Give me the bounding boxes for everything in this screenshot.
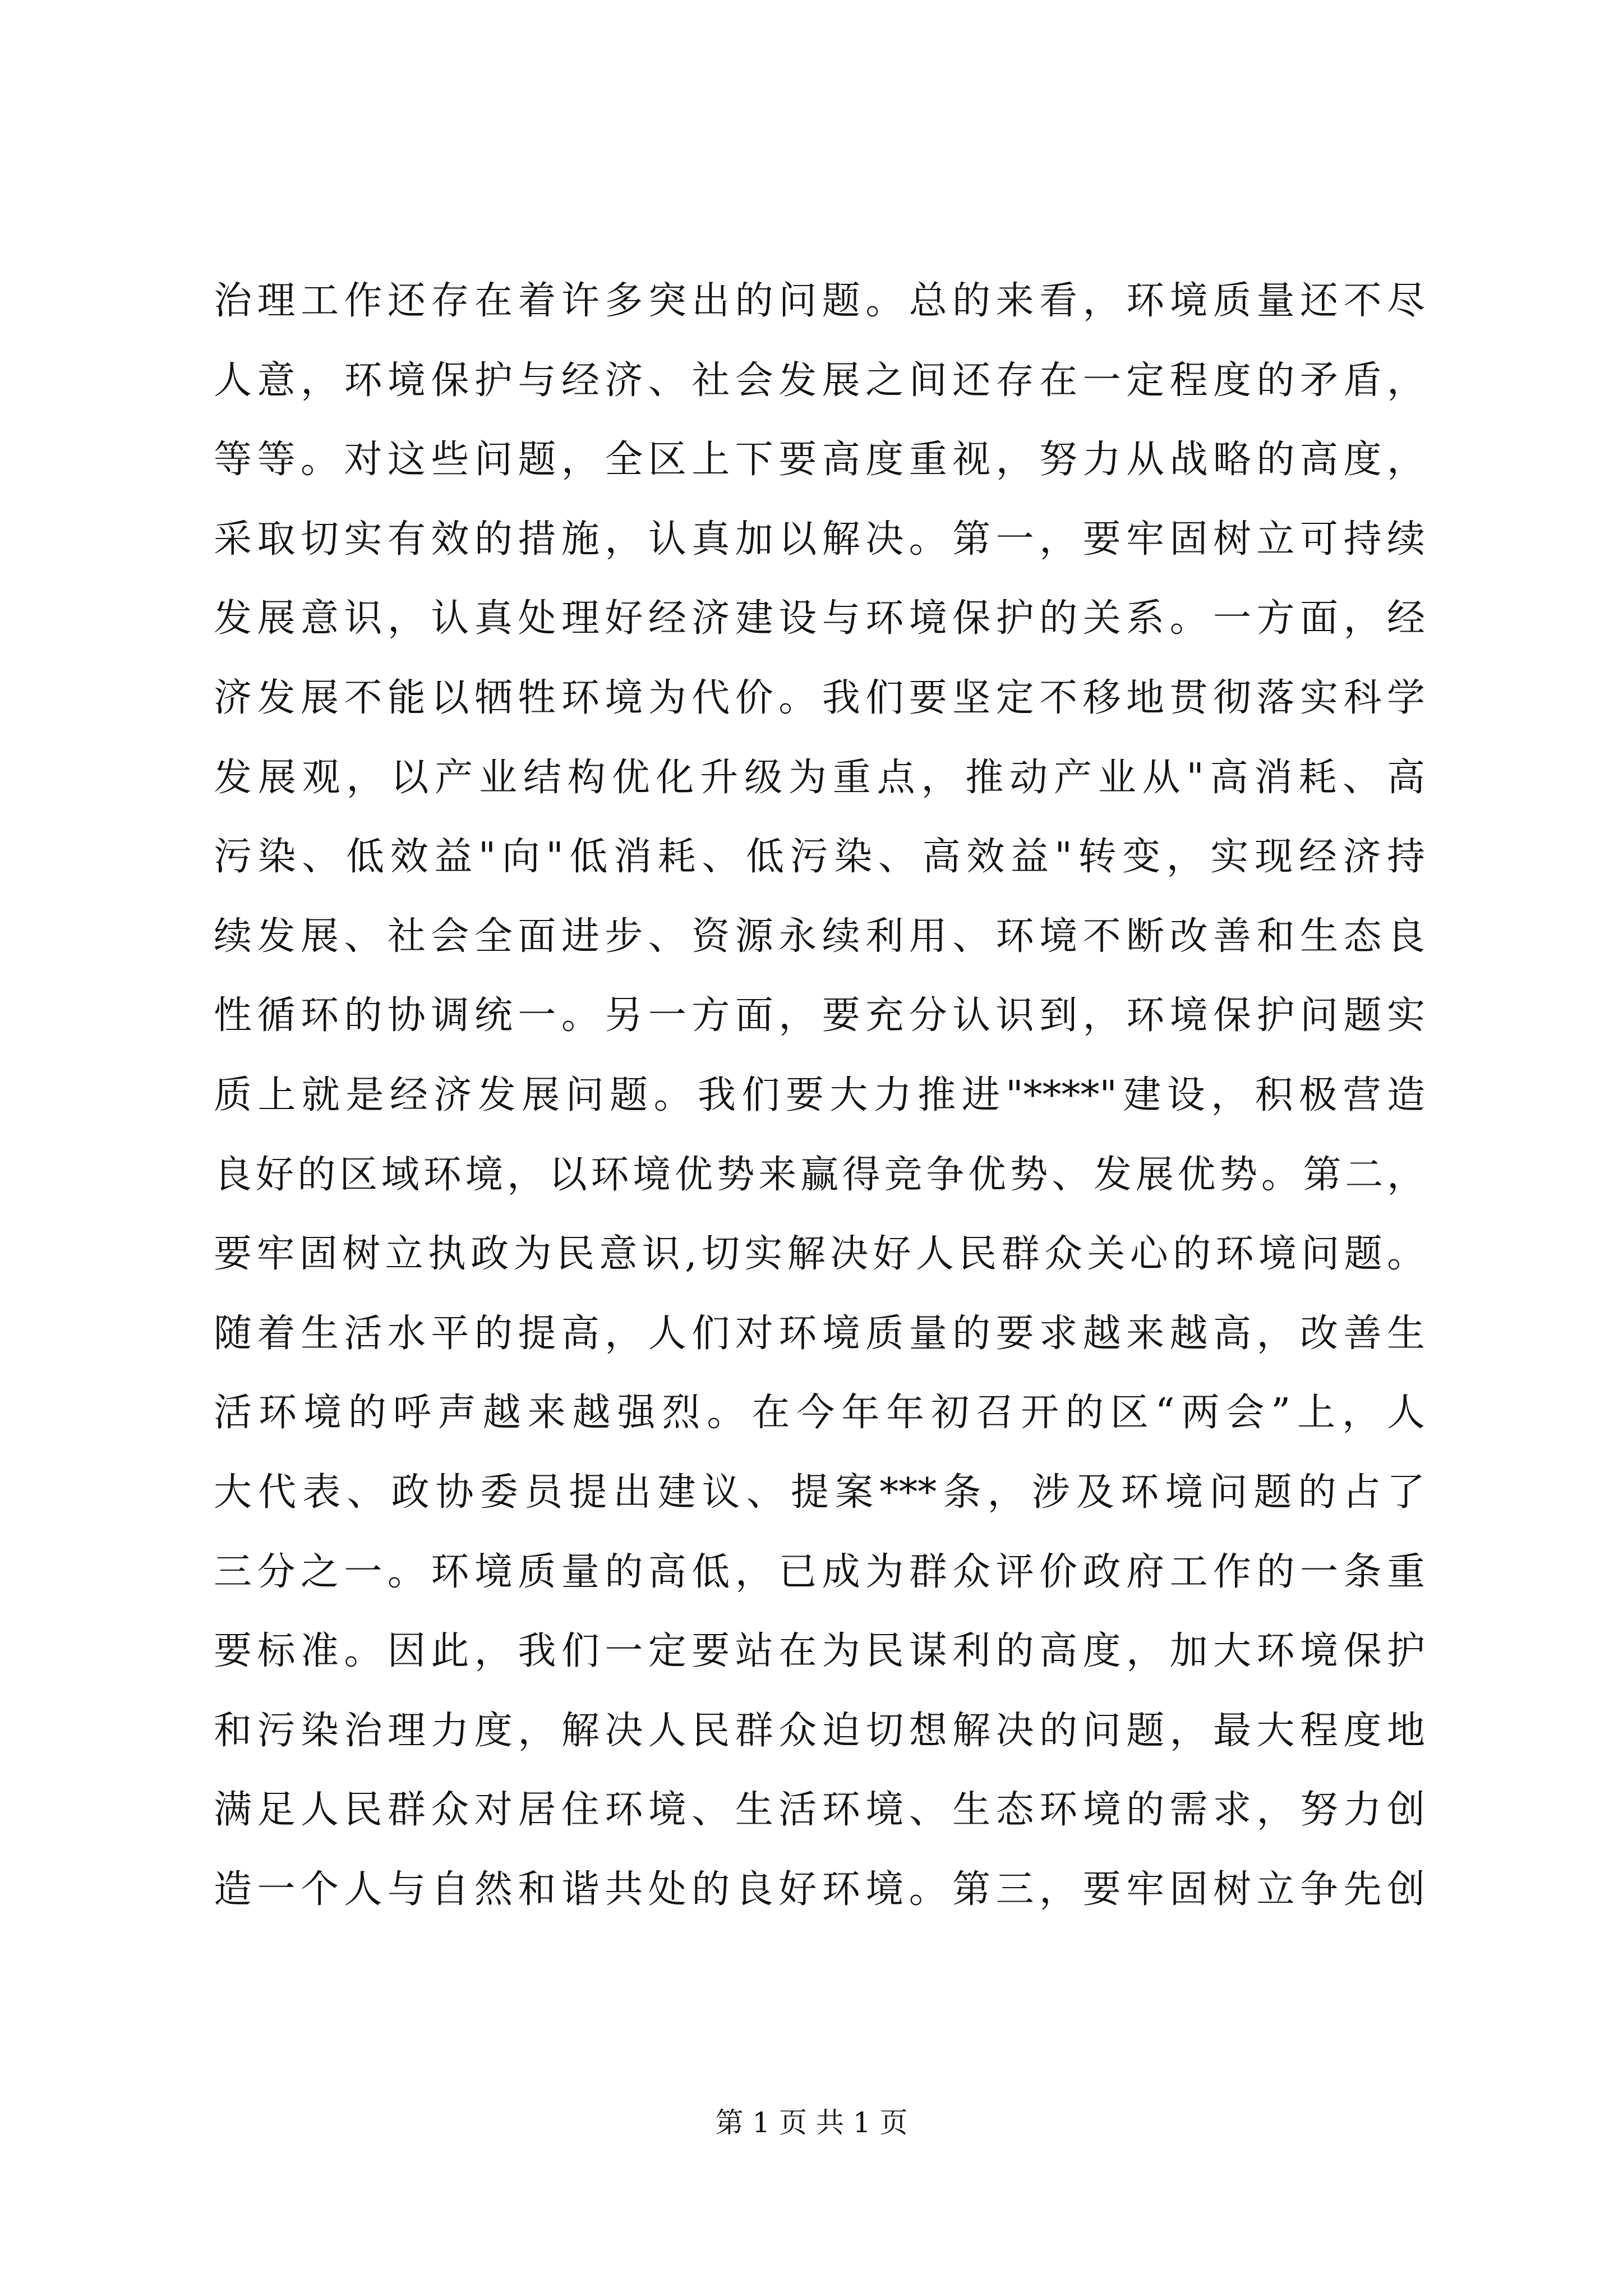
text-line: 要标准。因此，我们一定要站在为民谋利的高度，加大环境保护	[214, 1629, 1425, 1674]
text-line: 发展意识，认真处理好经济建设与环境保护的关系。一方面，经	[214, 596, 1425, 641]
text-line: 要牢固树立执政为民意识,切实解决好人民群众关心的环境问题。	[214, 1232, 1425, 1277]
page-footer: 第 1 页 共 1 页	[715, 2106, 908, 2139]
text-line: 三分之一。环境质量的高低，已成为群众评价政府工作的一条重	[214, 1549, 1425, 1594]
text-line: 污染、低效益"向"低消耗、低污染、高效益"转变，实现经济持	[214, 835, 1425, 880]
text-line: 等等。对这些问题，全区上下要高度重视，努力从战略的高度，	[214, 438, 1425, 482]
text-line: 质上就是经济发展问题。我们要大力推进"****"建设，积极营造	[214, 1073, 1425, 1117]
text-line: 续发展、社会全面进步、资源永续利用、环境不断改善和生态良	[214, 914, 1425, 959]
text-line: 发展观，以产业结构优化升级为重点，推动产业从"高消耗、高	[214, 755, 1425, 800]
body-text	[214, 261, 1425, 1929]
text-line: 济发展不能以牺牲环境为代价。我们要坚定不移地贯彻落实科学	[214, 675, 1425, 720]
text-line: 大代表、政协委员提出建议、提案***条，涉及环境问题的占了	[214, 1470, 1425, 1515]
text-line: 造一个人与自然和谐共处的良好环境。第三，要牢固树立争先创	[214, 1867, 1425, 1912]
text-line: 活环境的呼声越来越强烈。在今年年初召开的区“两会”上，人	[214, 1391, 1425, 1435]
text-line: 良好的区域环境，以环境优势来赢得竞争优势、发展优势。第二，	[214, 1152, 1425, 1197]
text-line: 采取切实有效的措施，认真加以解决。第一，要牢固树立可持续	[214, 517, 1425, 562]
text-line: 性循环的协调统一。另一方面，要充分认识到，环境保护问题实	[214, 993, 1425, 1038]
text-line: 治理工作还存在着许多突出的问题。总的来看，环境质量还不尽	[214, 279, 1425, 323]
text-line: 满足人民群众对居住环境、生活环境、生态环境的需求，努力创	[214, 1788, 1425, 1833]
text-line: 人意，环境保护与经济、社会发展之间还存在一定程度的矛盾，	[214, 358, 1425, 403]
text-line: 随着生活水平的提高，人们对环境质量的要求越来越高，改善生	[214, 1311, 1425, 1356]
text-line: 和污染治理力度，解决人民群众迫切想解决的问题，最大程度地	[214, 1708, 1425, 1753]
